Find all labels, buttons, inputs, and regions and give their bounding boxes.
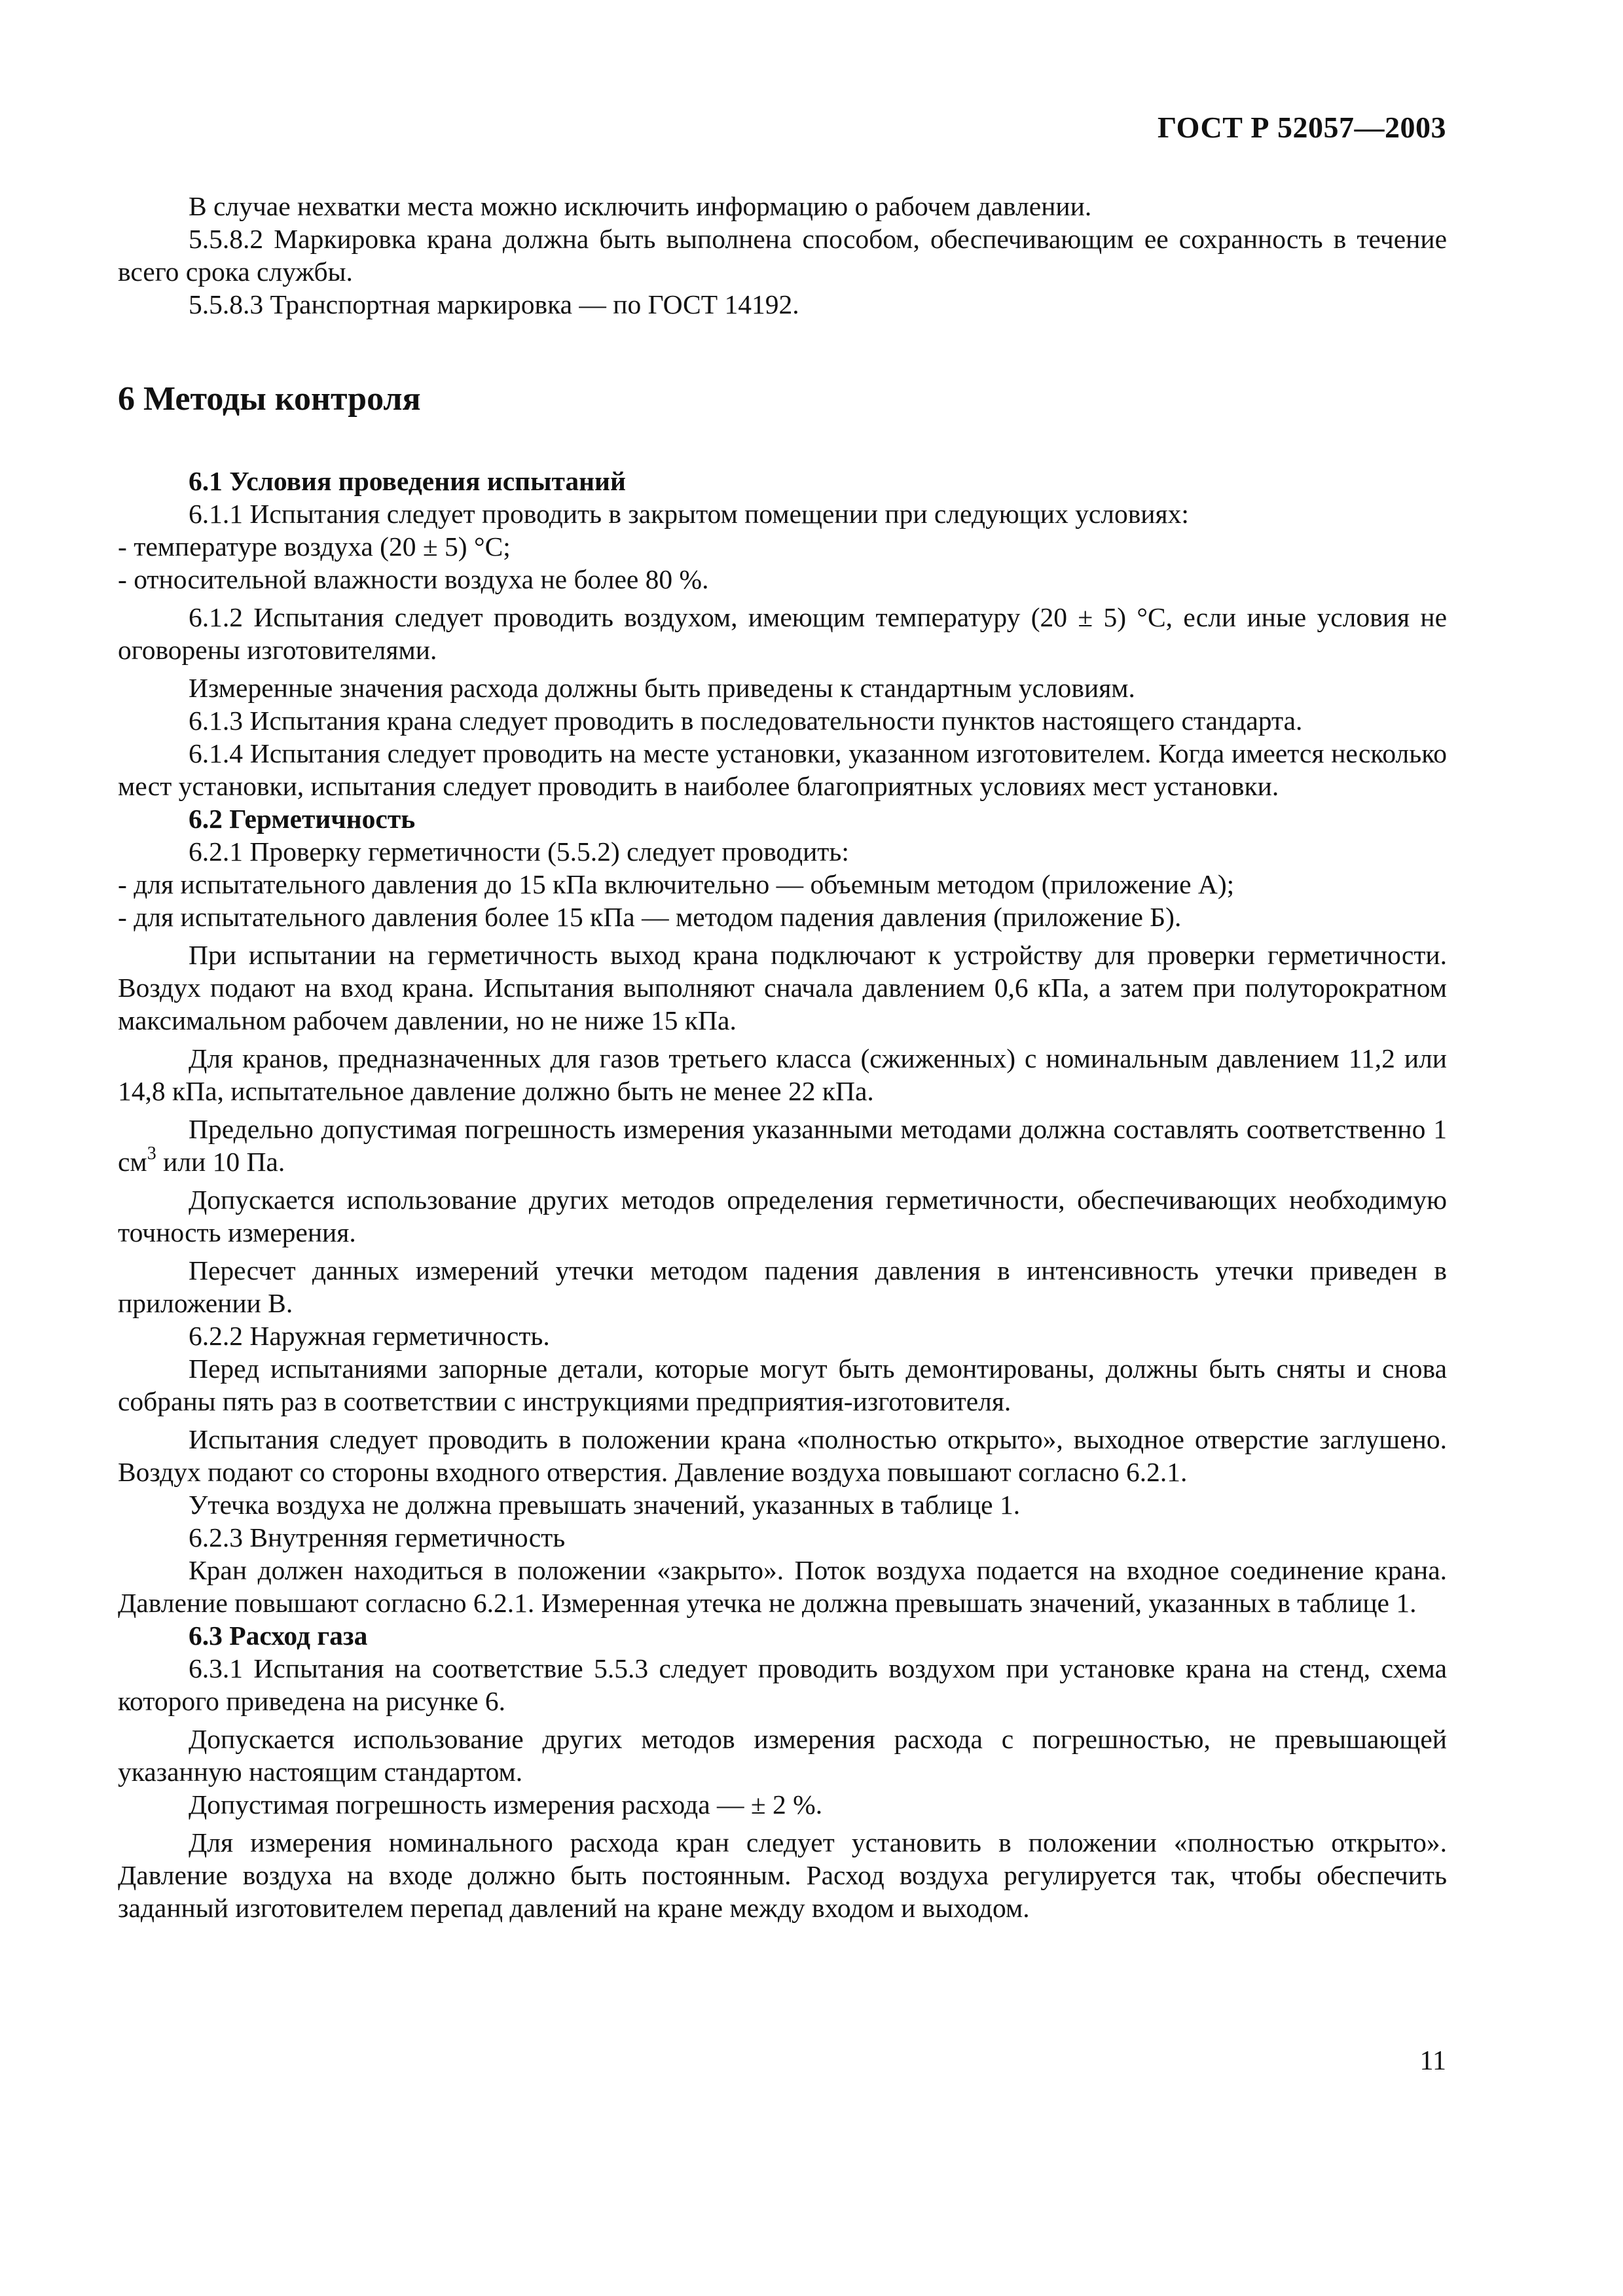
list-item: - температуре воздуха (20 ± 5) °С; [118, 531, 511, 562]
subsection-heading: 6.1 Условия проведения испытаний [189, 466, 626, 496]
paragraph: Измеренные значения расхода должны быть приведены к стандартным условиям. [189, 673, 1135, 703]
paragraph: Утечка воздуха не должна превышать значений, указанных в таблице 1. [189, 1490, 1021, 1520]
paragraph: 6.2.3 Внутренняя герметичность [189, 1522, 566, 1552]
paragraph: 6.2.1 Проверку герметичности (5.5.2) следует проводить: [189, 836, 849, 867]
paragraph: Испытания следует проводить в положении крана «полностью открыто», выходное отверстие заглушено. Воздух подают со стороны входного отверстия. Давление воздуха повышают согласно 6.2.1. [118, 1424, 1447, 1487]
paragraph: Кран должен находиться в положении «закрыто». Поток воздуха подается на входное соединение крана. Давление повышают согласно 6.2.1. Измеренная утечка не должна превышать значений, указанных в таблице 1. [118, 1555, 1447, 1618]
paragraph: Для измерения номинального расхода кран следует установить в положении «полностью открыто». Давление воздуха на входе должно быть постоянным. Расход воздуха регулируется так, чтобы обеспечить заданный изготовителем перепад давлений на кране между входом и выходом. [118, 1827, 1447, 1923]
paragraph: Пересчет данных измерений утечки методом падения давления в интенсивность утечки приведен в приложении В. [118, 1255, 1447, 1318]
list-item: - для испытательного давления более 15 кПа — методом падения давления (приложение Б). [118, 902, 1182, 932]
paragraph-text: Предельно допустимая погрешность измерения указанными методами должна составлять соответственно 1 см [118, 1114, 1447, 1177]
paragraph: В случае нехватки места можно исключить информацию о рабочем давлении. [189, 191, 1092, 221]
paragraph: 5.5.8.2 Маркировка крана должна быть выполнена способом, обеспечивающим ее сохранность в течение всего срока службы. [118, 224, 1447, 287]
paragraph: Для кранов, предназначенных для газов третьего класса (сжиженных) с номинальным давлением 11,2 или 14,8 кПа, испытательное давление должно быть не менее 22 кПа. [118, 1043, 1447, 1106]
paragraph: 6.1.2 Испытания следует проводить воздухом, имеющим температуру (20 ± 5) °С, если иные условия не оговорены изготовителями. [118, 602, 1447, 665]
superscript: 3 [147, 1143, 156, 1164]
paragraph: 5.5.8.3 Транспортная маркировка — по ГОСТ 14192. [189, 289, 799, 319]
paragraph: 6.1.3 Испытания крана следует проводить в последовательности пунктов настоящего стандарта. [189, 706, 1303, 736]
list-item: - относительной влажности воздуха не более 80 %. [118, 564, 709, 594]
paragraph: Перед испытаниями запорные детали, которые могут быть демонтированы, должны быть сняты и снова собраны пять раз в соответствии с инструкциями предприятия-изготовителя. [118, 1354, 1447, 1416]
section-heading: 6 Методы контроля [118, 380, 421, 418]
paragraph-text: или 10 Па. [156, 1147, 285, 1177]
list-item: - для испытательного давления до 15 кПа включительно — объемным методом (приложение А); [118, 869, 1235, 899]
paragraph: 6.2.2 Наружная герметичность. [189, 1321, 550, 1351]
document-body [118, 190, 1447, 1924]
paragraph: Допускается использование других методов определения герметичности, обеспечивающих необходимую точность измерения. [118, 1185, 1447, 1247]
paragraph: 6.1.4 Испытания следует проводить на месте установки, указанном изготовителем. Когда имеется несколько мест установки, испытания следует проводить в наиболее благоприятных условиях мест установки. [118, 738, 1447, 801]
paragraph: 6.1.1 Испытания следует проводить в закрытом помещении при следующих условиях: [189, 499, 1189, 529]
paragraph [118, 1113, 1447, 1178]
subsection-heading: 6.2 Герметичность [189, 804, 416, 834]
paragraph: Допускается использование других методов измерения расхода с погрешностью, не превышающей указанную настоящим стандартом. [118, 1724, 1447, 1787]
page-header: ГОСТ Р 52057—2003 [1158, 111, 1446, 144]
page-number: 11 [1419, 2046, 1446, 2076]
paragraph: Допустимая погрешность измерения расхода — ± 2 %. [189, 1789, 823, 1820]
paragraph: При испытании на герметичность выход крана подключают к устройству для проверки герметичности. Воздух подают на вход крана. Испытания выполняют сначала давлением 0,6 кПа, а затем при полуторократном максимальном рабочем давлении, но не ниже 15 кПа. [118, 940, 1447, 1035]
subsection-heading: 6.3 Расход газа [189, 1621, 368, 1651]
paragraph: 6.3.1 Испытания на соответствие 5.5.3 следует проводить воздухом при установке крана на стенд, схема которого приведена на рисунке 6. [118, 1653, 1447, 1716]
